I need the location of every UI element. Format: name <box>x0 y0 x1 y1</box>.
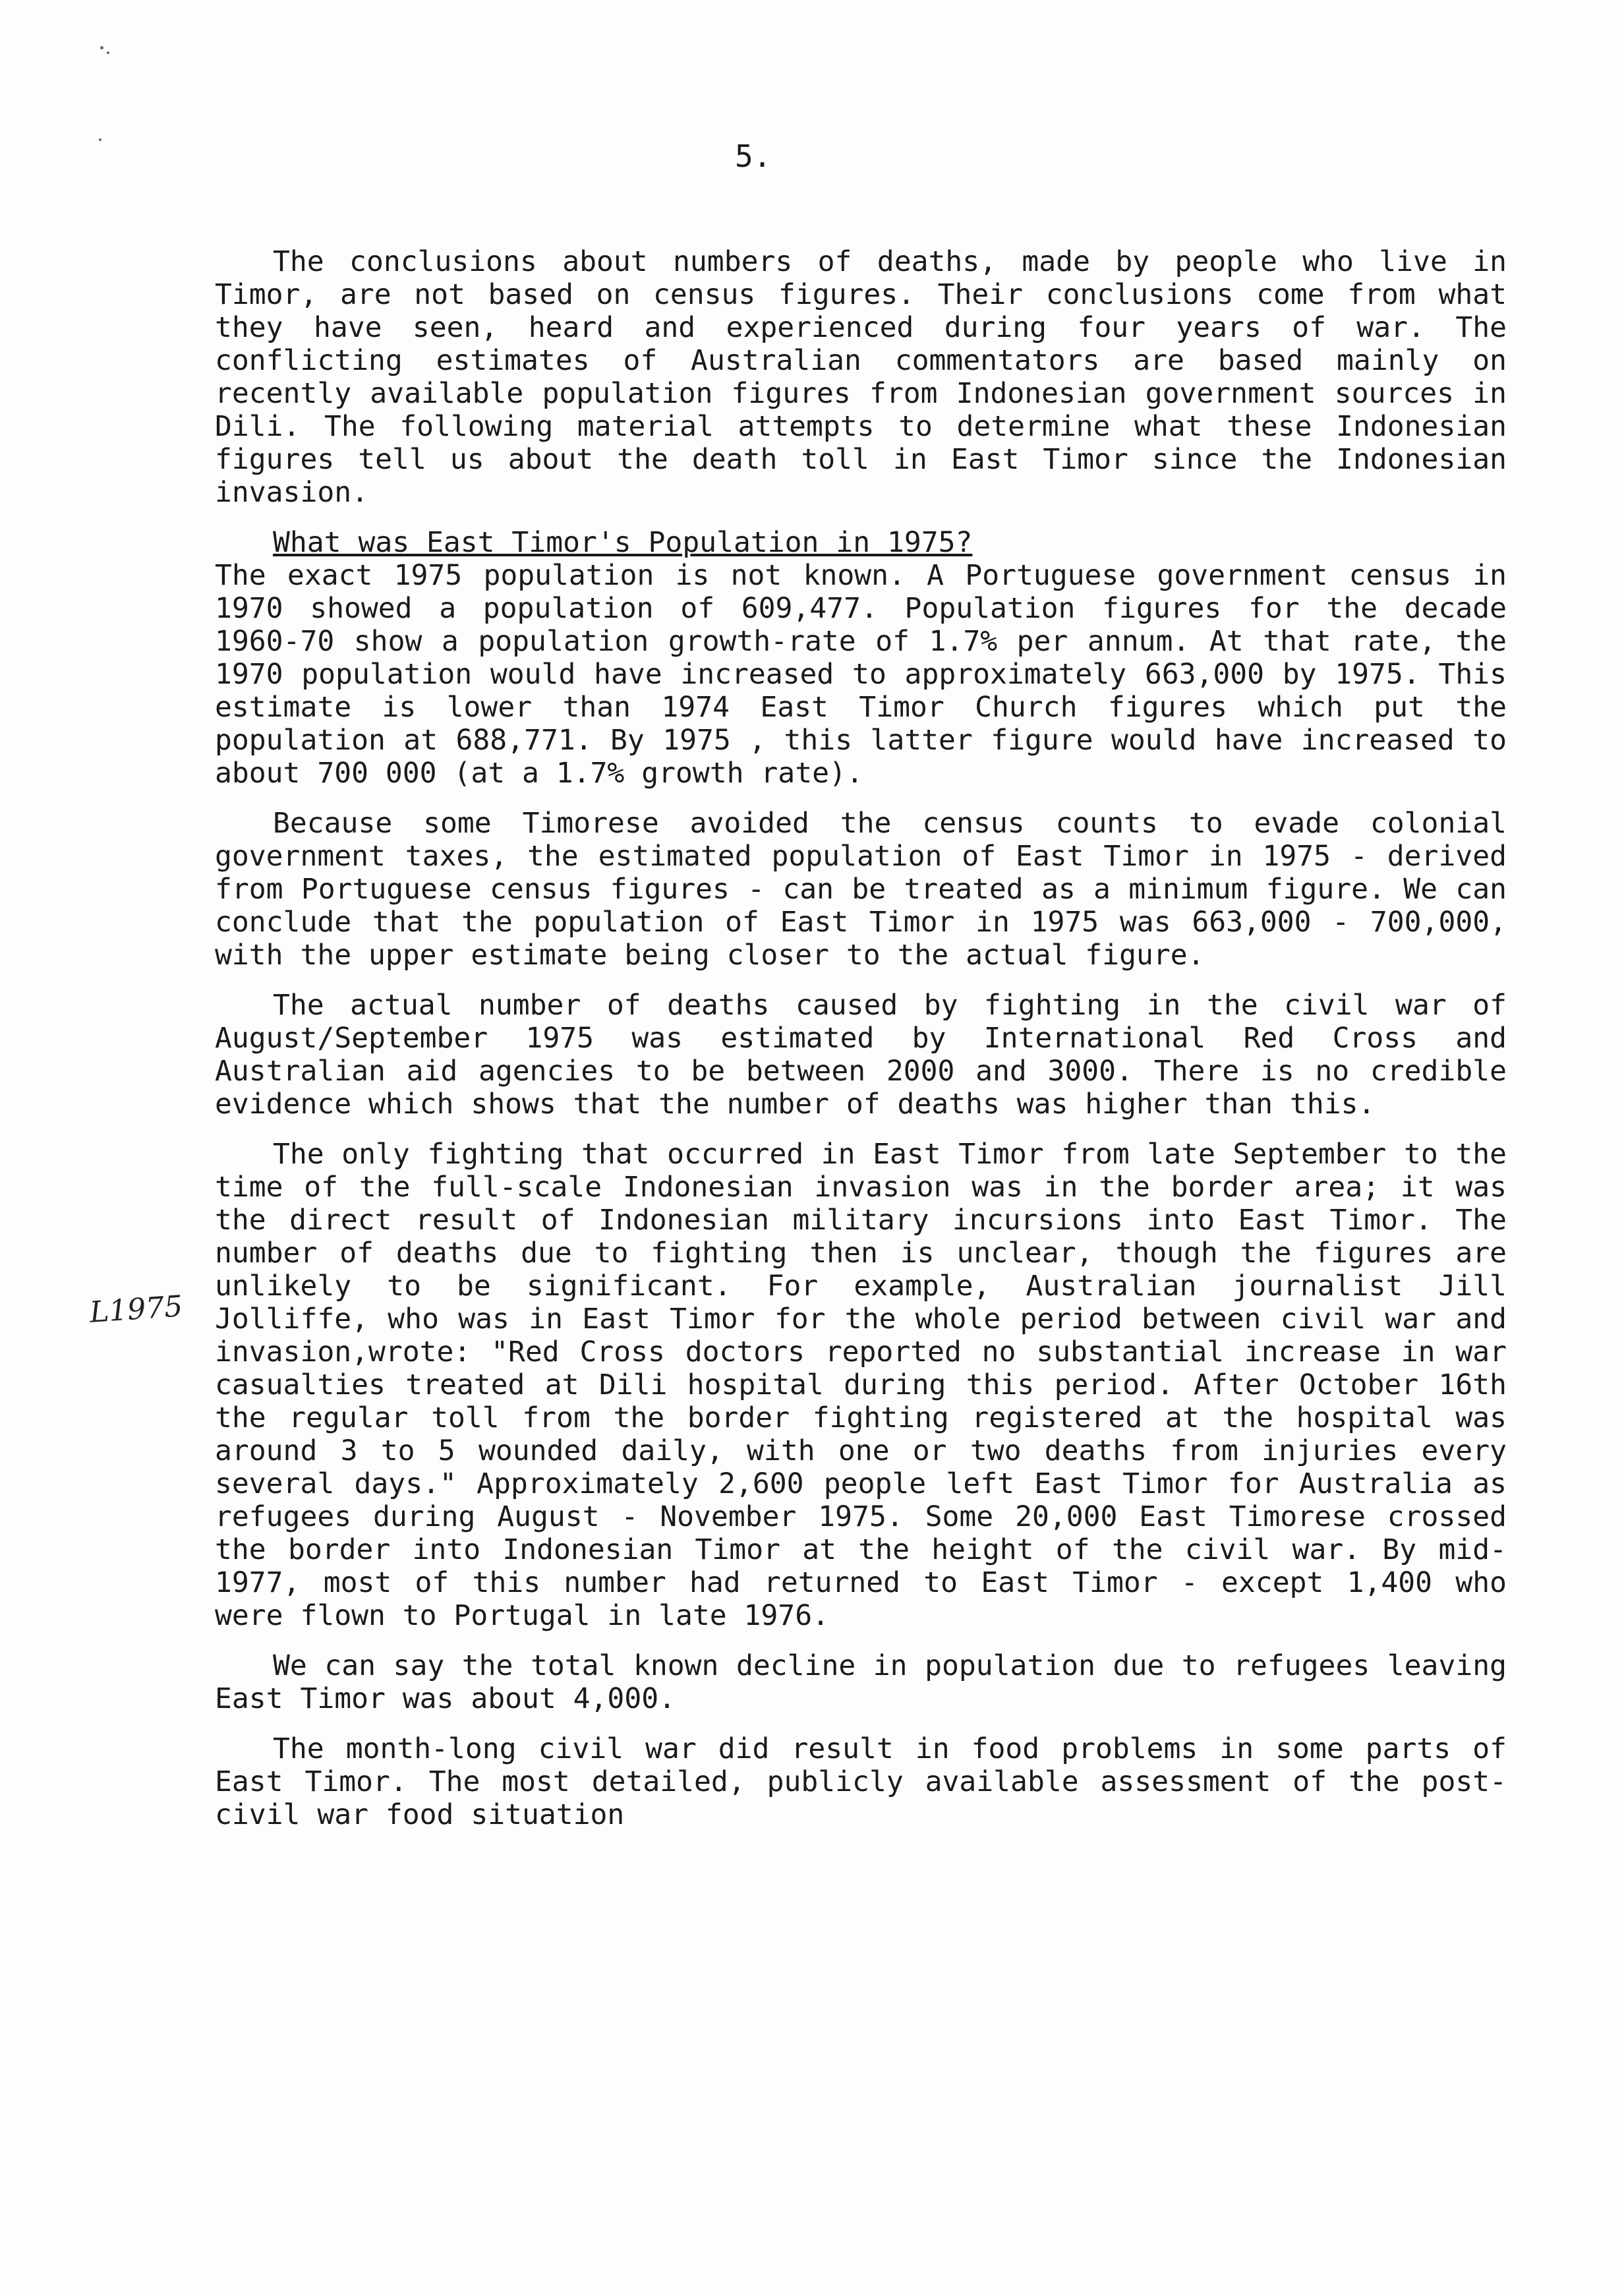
handwritten-margin-note: L1975 <box>88 1289 184 1330</box>
paragraph-civil-war-deaths: The actual number of deaths caused by fighting in the civil war of August/September 1975 was estimated by International Red Cross and Australian aid agencies to be between 2000 and 3000. There is no credible evidence which shows that the number of deaths was higher than this. <box>215 989 1507 1121</box>
section-heading: What was East Timor's Population in 1975? <box>273 526 973 559</box>
paragraph-intro: The conclusions about numbers of deaths, made by people who live in Timor, are not based on census figures. Their conclusions come from what they have seen, heard and experienced during four years of war. The conflicting estimates of Australian commentators are based mainly on recently available population figures from Indonesian government sources in Dili. The following material attempts to determine what these Indonesian figures tell us about the death toll in East Timor since the Indonesian invasion. <box>215 245 1507 509</box>
scan-speck <box>99 138 102 141</box>
body-text <box>215 245 1507 1848</box>
paragraph-population: The exact 1975 population is not known. A Portuguese government census in 1970 showed a population of 609,477. Population figures for the decade 1960-70 show a population growth-rate of 1.7% per annum. At that rate, the 1970 population would have increased to approximately 663,000 by 1975. This estimate is lower than 1974 East Timor Church figures which put the population at 688,771. By 1975 , this latter figure would have increased to about 700 000 (at a 1.7% growth rate). <box>215 559 1507 790</box>
paragraph-refugees: We can say the total known decline in population due to refugees leaving East Timor was about 4,000. <box>215 1649 1507 1715</box>
page-number: 5. <box>735 138 772 174</box>
paragraph-food-problems: The month-long civil war did result in food problems in some parts of East Timor. The most detailed, publicly available assessment of the post-civil war food situation <box>215 1732 1507 1831</box>
scan-speck <box>100 46 103 49</box>
paragraph-border-fighting: The only fighting that occurred in East Timor from late September to the time of the full-scale Indonesian invasion was in the border area; it was the direct result of Indonesian military incursions into East Timor. The number of deaths due to fighting then is unclear, though the figures are unlikely to be significant. For example, Australian journalist Jill Jolliffe, who was in East Timor for the whole period between civil war and invasion,wrote: "Red Cross doctors reported no substantial increase in war casualties treated at Dili hospital during this period. After October 16th the regular toll from the border fighting registered at the hospital was around 3 to 5 wounded daily, with one or two deaths from injuries every several days." Approximately 2,600 people left East Timor for Australia as refugees during August - November 1975. Some 20,000 East Timorese crossed the border into Indonesian Timor at the height of the civil war. By mid-1977, most of this number had returned to East Timor - except 1,400 who were flown to Portugal in late 1976. <box>215 1138 1507 1632</box>
scan-speck <box>107 51 109 54</box>
paragraph-census-evasion: Because some Timorese avoided the census counts to evade colonial government taxes, the estimated population of East Timor in 1975 - derived from Portuguese census figures - can be treated as a minimum figure. We can conclude that the population of East Timor in 1975 was 663,000 - 700,000, with the upper estimate being closer to the actual figure. <box>215 807 1507 972</box>
